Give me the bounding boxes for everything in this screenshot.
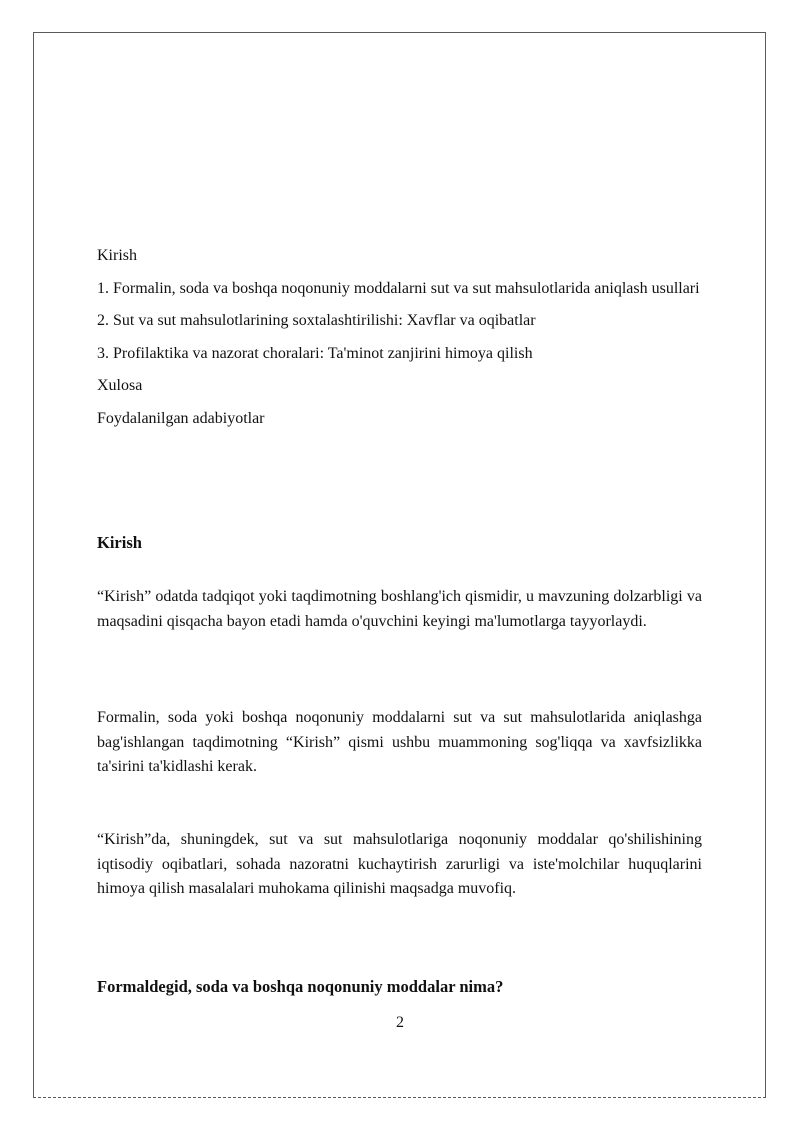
paragraph-1: “Kirish” odatda tadqiqot yoki taqdimotning boshlang'ich qismidir, u mavzuning dolzarbligi va maqsadini qisqacha bayon etadi hamda o'quvchini keyingi ma'lumotlarga tayyorlaydi. [97,588,702,630]
paragraph-3: “Kirish”da, shuningdek, sut va sut mahsulotlariga noqonuniy moddalar qo'shilishining iqtisodiy oqibatlari, sohada nazoratni kuchaytirish zarurligi va iste'molchilar huquqlarini himoya qilish masalalari muhokama qilinishi maqsadga muvofiq. [97,831,702,897]
toc-item-references: Foydalanilgan adabiyotlar [97,409,265,427]
toc-item-3: 3. Profilaktika va nazorat choralari: Ta'minot zanjirini himoya qilish [97,344,533,362]
toc-item-2: 2. Sut va sut mahsulotlarining soxtalashtirilishi: Xavflar va oqibatlar [97,312,536,329]
toc-item-introduction: Kirish [97,247,137,264]
page-frame [33,32,766,1098]
toc-item-1: 1. Formalin, soda va boshqa noqonuniy moddalarni sut va sut mahsulotlarida aniqlash usullari [97,279,700,297]
page-number: 2 [396,1014,404,1031]
paragraph-2: Formalin, soda yoki boshqa noqonuniy moddalarni sut va sut mahsulotlarida aniqlashga bag'ishlangan taqdimotning “Kirish” qismi ushbu muammoning sog'liqqa va xavfsizlikka ta'sirini ta'kidlashi kerak. [97,709,702,775]
toc-item-conclusion: Xulosa [97,377,143,394]
subsection-heading: Formaldegid, soda va boshqa noqonuniy moddalar nima? [97,977,504,996]
section-heading: Kirish [97,533,142,552]
table-of-contents [97,240,702,435]
